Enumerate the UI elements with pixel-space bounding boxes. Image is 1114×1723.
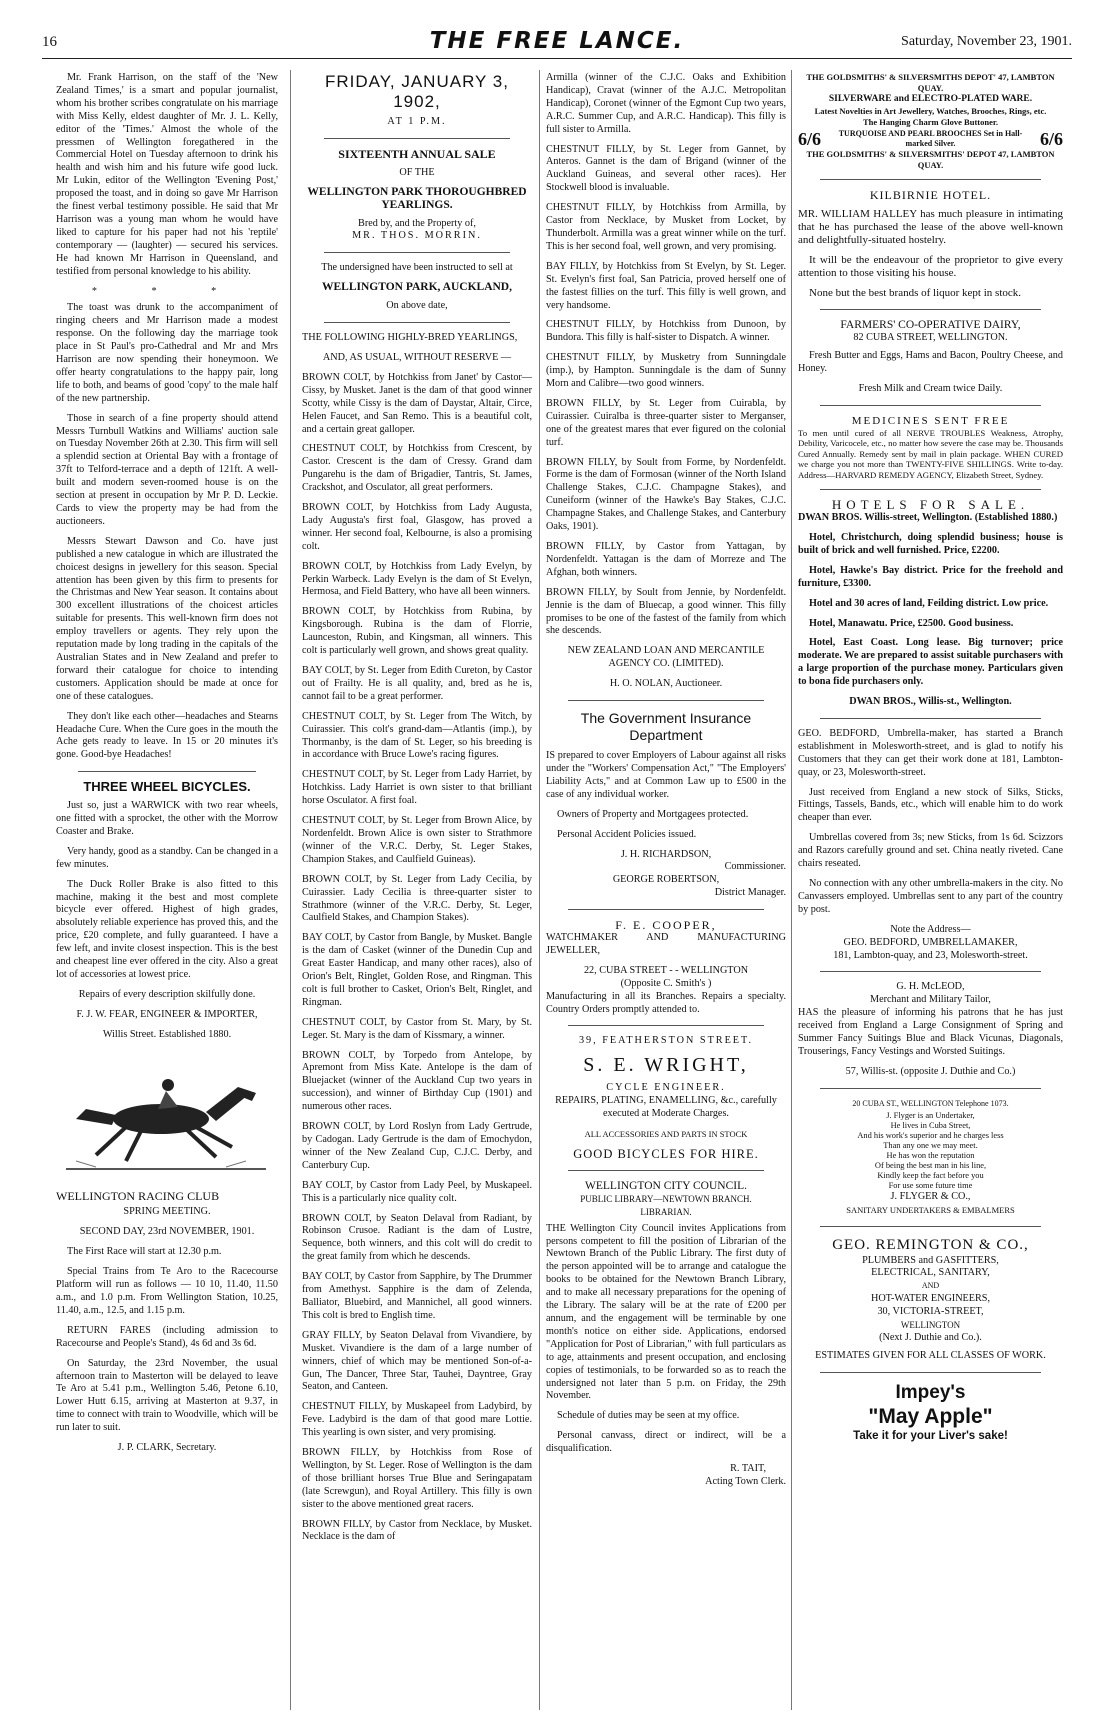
page-header <box>42 28 1072 59</box>
goldsmiths-silverware: SILVERWARE and ELECTRO-PLATED WARE. <box>828 94 1033 104</box>
council-signature: R. TAIT, <box>730 1463 766 1475</box>
lot-list <box>302 372 532 1545</box>
bicycles-heading: THREE WHEEL BICYCLES. <box>83 779 251 795</box>
sale-bred: Bred by, and the Property of, <box>358 217 476 229</box>
bedford-prices: Umbrellas covered from 3s; new Sticks, from 1s 6d. Scizzors and Razors carefully ground and set. China neatly riveted. Cane chairs reseated. <box>798 832 1063 870</box>
lot-list-continued <box>546 72 786 638</box>
bicycles-repairs: Repairs of every description skilfully done. <box>78 988 256 1000</box>
wright-address: 39, FEATHERSTON STREET. <box>578 1035 754 1047</box>
flyger-trade: SANITARY UNDERTAKERS & EMBALMERS <box>846 1204 1015 1215</box>
dairy-milk: Fresh Milk and Cream twice Daily. <box>858 382 1003 394</box>
kilbirnie-liquor: None but the best brands of liquor kept in stock. <box>809 287 1022 300</box>
hotels-christchurch: Hotel, Christchurch, doing splendid business; house is built of brick and well furnished. Price, £2200. <box>798 531 1063 556</box>
wright-repairs: REPAIRS, PLATING, ENAMELLING, &c., carefully executed at Moderate Charges. <box>555 1095 777 1120</box>
cooper-street: 22, CUBA STREET - - WELLINGTON <box>583 964 749 976</box>
remington-heading: GEO. REMINGTON & CO., <box>832 1236 1029 1253</box>
sale-owner: MR. THOS. MORRIN. <box>352 230 482 242</box>
council-librarian: LIBRARIAN. <box>640 1206 692 1217</box>
insurance-manager: GEORGE ROBERTSON, <box>612 874 720 886</box>
lot-entry: CHESTNUT FILLY, by Hotchkiss from Dunoon, by Bundora. This filly is half-sister to Dispatch. A winner. <box>546 319 786 344</box>
flyger-poem <box>798 1111 1063 1191</box>
wright-name: S. E. WRIGHT, <box>583 1054 749 1077</box>
column-divider <box>791 70 792 1710</box>
remington-next: (Next J. Duthie and Co.). <box>879 1331 982 1343</box>
sale-instructed: The undersigned have been instructed to sell at <box>321 262 513 274</box>
sale-time: AT 1 P.M. <box>387 116 447 127</box>
sale-heading: SIXTEENTH ANNUAL SALE <box>338 146 496 161</box>
council-library: PUBLIC LIBRARY—NEWTOWN BRANCH. <box>580 1193 752 1204</box>
hotels-firm: DWAN BROS. Willis-street, Wellington. (Established 1880.) <box>798 512 1058 524</box>
paragraph-toast: The toast was drunk to the accompaniment of ringing cheers and Mr Harrison made a modest response. On the following day the marriage took place in St Paul's pro-Cathedral and Mr and Mrs Harrison are now spending their honeymoon. We offer hearty congratulations to the happy pair, long life to both, and beams of good 'copy' to the male half of the new partnership. <box>56 302 278 404</box>
lot-entry: BROWN FILLY, by Soult from Jennie, by Nordenfeldt. Jennie is the dam of Bluecap, a good winner. This filly promises to be one of the fastest of the family from which she descends. <box>546 586 786 637</box>
lot-entry: CHESTNUT FILLY, by Muskapeel from Ladybird, by Feve. Ladybird is the dam of that good mare Lottie. This yearling is own sister, and very promising. <box>302 1401 532 1439</box>
impey-product: "May Apple" <box>868 1404 993 1428</box>
wright-hire: GOOD BICYCLES FOR HIRE. <box>573 1147 759 1161</box>
insurance-intro: IS prepared to cover Employers of Labour against all risks under the "Workers' Compensation Act," "The Employers' Liability Acts," and at Common Law up to £500 in the case of any individual worker. <box>546 750 786 800</box>
council-canvass: Personal canvass, direct or indirect, will be a disqualification. <box>546 1430 786 1455</box>
paragraph-property: Those in search of a fine property should attend Messrs Turnbull Watkins and Williams' auction sale on Tuesday November 26th at 2.30. This firm will sell a splendid section at Oriental Bay with a frontage of 37ft to Telford-terrace and a depth of 121ft. A well-built and modern seven-roomed house is on the section at present in occupation by Mr P. D. Leckie. Cards to view the property may be had from the auctioneers. <box>56 412 278 527</box>
flyger-signature: J. FLYGER & CO., <box>890 1190 971 1202</box>
racing-club-day: SECOND DAY, 23rd NOVEMBER, 1901. <box>79 1226 255 1238</box>
kilbirnie-intro: MR. WILLIAM HALLEY has much pleasure in intimating that he has purchased the lease of the above well-known and delightfully-situated hostelry. <box>798 208 1063 247</box>
hotels-manawatu: Hotel, Manawatu. Price, £2500. Good business. <box>809 617 1014 629</box>
flyger-poem-line: For use some future time <box>888 1180 973 1190</box>
lot-entry: CHESTNUT COLT, by St. Leger from The Witch, by Cuirassier. This colt's grand-dam—Atlantis (imp.), by Thormanby, is the dam of St. Leger, so his breeding is in accordance with Bruce Lowe's racing figures. <box>302 710 532 761</box>
lot-entry: GRAY FILLY, by Seaton Delaval from Vivandiere, by Musket. Vivandiere is the dam of a large number of winners, chief of which may be mentioned Son-of-a-Gun, The Dancer, Three Star, Tauhei, Dayntree, Gray Seaton, and Canteen. <box>302 1329 532 1393</box>
bicycles-standby: Very handy, good as a standby. Can be changed in a few minutes. <box>56 845 278 870</box>
lot-entry: BROWN COLT, by Hotchkiss from Rubina, by Kingsborough. Rubina is the dam of Florrie, Launceston, Rubin, and Kingsman, all winners. This colt is particularly well grown, and shows great quality. <box>302 606 532 657</box>
cooper-trade: WATCHMAKER AND MANUFACTURING JEWELLER, <box>546 932 786 956</box>
bicycles-brake: The Duck Roller Brake is also fitted to this machine, making it the best and most complete bicycle ever offered. Highest of high grades, absolutely reliable experience has proved this, and the price, £20 complete, and fully guaranteed. I have a few left, and invite closest inspection. This is the best and cheapest line ever offered in the city. Also a great lot of accessories at lowest price. <box>56 878 278 980</box>
council-signature-title: Acting Town Clerk. <box>705 1475 786 1487</box>
sale-on-date: On above date, <box>386 300 448 312</box>
bicycles-address: Willis Street. Established 1880. <box>102 1028 232 1040</box>
impey-slogan: Take it for your Liver's sake! <box>853 1429 1008 1442</box>
kilbirnie-heading: KILBIRNIE HOTEL. <box>869 188 992 203</box>
racing-club-heading: WELLINGTON RACING CLUB <box>56 1188 220 1203</box>
flyger-poem-line: Than any one we may meet. <box>883 1140 978 1150</box>
insurance-commissioner-title: Commissioner. <box>724 861 786 873</box>
lot-entry: BAY COLT, by Castor from Sapphire, by The Drummer from Amethyst. Sapphire is the dam of Zelenda, Balliator, Bluebird, and Mannichel, all good winners. This colt is bred to English time. <box>302 1271 532 1321</box>
flyger-header: 20 CUBA ST., WELLINGTON Telephone 1073. <box>852 1098 1009 1108</box>
lot-entry: BROWN FILLY, by St. Leger from Cuirabla, by Cuirassier. Cuiralba is three-quarter sister to Merganser, one of the greatest mares that ever figured on the colonial turf. <box>546 397 786 448</box>
racehorse-jockey-illustration <box>56 1057 276 1177</box>
page-number: 16 <box>42 34 57 50</box>
goldsmiths-offer <box>798 129 1063 149</box>
racing-trains: Special Trains from Te Aro to the Racecourse Platform will run as follows — 10 10, 11.40, 11.50 a.m., and 1.0 p.m. From Wellington Station, 10.25, 11.40, a.m., 12.5, and 1.15 p.m. <box>56 1266 278 1316</box>
auctioneer-name: H. O. NOLAN, Auctioneer. <box>609 678 723 690</box>
council-schedule: Schedule of duties may be seen at my office. <box>557 1410 740 1422</box>
column-2 <box>302 72 532 1707</box>
lot-entry: BAY COLT, by St. Leger from Edith Cureton, by Castor out of Frailty. He is all quality, and, bred as he is, cannot fail to be a great performer. <box>302 665 532 702</box>
hotels-east-coast: Hotel, East Coast. Long lease. Big turnover; price moderate. We are prepared to assist suitable purchasers with a large proportion of the purchase money. Particulars given to bona fide purchasers only. <box>798 637 1063 688</box>
lot-entry: BROWN COLT, by Lord Roslyn from Lady Gertrude, by Cadogan. Lady Gertrude is the dam of Emochydon, winner of the New Zealand Cup, C.J.C. Derby, and Canterbury Cup. <box>302 1121 532 1171</box>
column-4 <box>798 72 1063 1707</box>
remington-and: AND <box>921 1281 940 1291</box>
lot-entry: BROWN COLT, by Hotchkiss from Janet' by Castor—Cissy, by Musket. Janet is the dam of that good winner Scotty, while Cissy is the dam of Daystar, Altair, Circe, Helen Faucet, and San Remo. This is a beautiful colt, and a certain great galloper. <box>302 371 532 435</box>
paragraph-headache: They don't like each other—headaches and Stearns Headache Cure. When the Cure goes in the mouth the Ache gets ready to leave. In 15 or 20 minutes it's gone. Good-bye Headaches! <box>56 710 278 761</box>
insurance-owners: Owners of Property and Mortgagees protected. <box>557 808 749 820</box>
cooper-services: Manufacturing in all its Branches. Repairs a specialty. Country Orders promptly attended to. <box>546 990 786 1015</box>
dairy-address: 82 CUBA STREET, WELLINGTON. <box>853 332 1008 344</box>
lot-entry: CHESTNUT FILLY, by St. Leger from Gannet, by Anteros. Gannet is the dam of Brigand (winner of the Auckland Guineas, and several other races). Her Stockwell blood is invaluable. <box>546 143 786 194</box>
council-heading: WELLINGTON CITY COUNCIL. <box>585 1179 747 1192</box>
dairy-heading: FARMERS' CO-OPERATIVE DAIRY, <box>840 319 1021 332</box>
bedford-intro: GEO. BEDFORD, Umbrella-maker, has started a Branch establishment in Molesworth-street, and is glad to notify his Customers that they can get their work done at 181, Lambton-quay, or 23, Molesworth-street. <box>798 727 1063 778</box>
council-notice: THE Wellington City Council invites Applications from persons competent to fill the position of Librarian of the Newtown Branch of the Public Library. The first duty of the person appointed will be to arrange and catalogue the books to be obtained for the Newtown Branch Library, and to make all necessary preparations for the opening of the Library. The salary will be at the rate of £200 per annum, and the engagement will be terminable by one month's notice on either side. Applications, endorsed "Application for Post of Librarian," with full particulars as to age, attainments and present occupation, and enclosing copies of testimonials, to be forwarded so as to reach the undersigned not later than 5 p.m. on Friday, the 29th November. <box>546 1222 786 1402</box>
lot-entry: BROWN COLT, by St. Leger from Lady Cecilia, by Cuirassier. Lady Cecilia is three-quarter sister to Strathmore (winner of the V.R.C. Derby, St. Leger, Caulfield Stakes, and Champion Stakes). <box>302 873 532 924</box>
goldsmiths-brooches: TURQUOISE AND PEARL BROOCHES Set in Hall-marked Silver. <box>838 129 1023 149</box>
cooper-opposite: (Opposite C. Smith's ) <box>620 977 712 989</box>
bedford-address: 181, Lambton-quay, and 23, Molesworth-street. <box>833 949 1028 961</box>
bicycles-signature: F. J. W. FEAR, ENGINEER & IMPORTER, <box>76 1008 258 1020</box>
goldsmiths-buttoner: The Hanging Charm Glove Buttoner. <box>863 117 998 128</box>
column-3 <box>546 72 786 1707</box>
insurance-policies: Personal Accident Policies issued. <box>557 828 697 840</box>
hotels-signature: DWAN BROS., Willis-st., Wellington. <box>849 696 1012 708</box>
masthead: THE FREE LANCE. <box>429 28 685 54</box>
paragraph-harrison: Mr. Frank Harrison, on the staff of the 'New Zealand Times,' is a smart and popular journalist, whom his brother scribes congratulate on his marriage with Miss Kelly, eldest daughter of Mr. J. L. Kelly, editor of the 'Times.' Almost the whole of the pressmen of Wellington foregathered in the Commercial Hotel on Tuesday afternoon to drink his health and wish him and his future wife good luck. Mr Lukin, editor of the Wellington 'Evening Post,' proposed the toast, and in doing so gave Mr Harrison the finest verbal testimony possible. He said that Mr Harrison was a young man whom he would have liked to capture for his paper had not his 'reptile' contemporary — (laughter) — secured his services. He had known Mr Harrison in Queensland, and testified from personal knowledge to his ability. <box>56 72 278 277</box>
column-divider <box>290 70 291 1710</box>
lot-entry: BROWN COLT, by Hotchkiss from Lady Evelyn, by Perkin Warbeck. Lady Evelyn is the dam of St Evelyn, Hermosa, and Field Battery, who have all been winners. <box>302 560 532 598</box>
mcleod-trade: Merchant and Military Tailor, <box>870 994 991 1006</box>
mcleod-address: 57, Willis-st. (opposite J. Duthie and Co.) <box>845 1065 1016 1077</box>
lot-entry: CHESTNUT COLT, by St. Leger from Brown Alice, by Nordenfeldt. Brown Alice is own sister to Strathmore (winner of the V.R.C. Derby, St. Leger Stakes, Champion Stakes, and Caulfield Guineas). <box>302 815 532 865</box>
bedford-stock: Just received from England a new stock of Silks, Sticks, Fittings, Tassels, Bands, etc., which will enable him to do work cheaper than ever. <box>798 786 1063 824</box>
bedford-note: Note the Address— <box>890 923 971 935</box>
paragraph-catalogue: Messrs Stewart Dawson and Co. have just published a new catalogue in which are illustrated the choicest designs in jewellery for this season. Special attention has been given by this firm to presents for the Christmas and New Year season. It contains about 300 excellent illustrations of the choicest articles suitable for presents. This well-known firm does not employ travellers or agents. They rely upon the reputation made by long trading in the capitals of the Australian States and in New Zealand and prefer to forward their catalogue for choice to intending customers. Application should be made at once for one of these catalogues. <box>56 535 278 702</box>
goldsmiths-heading: THE GOLDSMITHS' & SILVERSMITHS DEPOT' 47, LAMBTON QUAY. <box>806 72 1055 93</box>
lot-entry: BROWN COLT, by Seaton Delaval from Radiant, by Robinson Crusoe. Radiant is the dam of Lustre, Sequence, both winners, and this colt will do credit to the great family from which he descends. <box>302 1212 532 1263</box>
lot-entry: CHESTNUT FILLY, by Musketry from Sunningdale (imp.), by Hampton. Sunningdale is the dam of Sunny Morn and Calibre—two good winners. <box>546 352 786 390</box>
insurance-commissioner: J. H. RICHARDSON, <box>620 848 712 860</box>
lot-entry: BROWN FILLY, by Castor from Yattagan, by Nordenfeldt. Yattagan is the dam of Morreze and The Afghan, both winners. <box>546 541 786 578</box>
flyger-poem-line: J. Flyger is an Undertaker, <box>886 1110 975 1120</box>
medicines-notice: To men until cured of all NERVE TROUBLES Weakness, Atrophy, Debility, Varicocele, etc., no matter how severe the case may be. Thousands Cured Annually. Remedy sent by mail in plain package. WHEN CURED we charge you not more than TWENTY-FIVE SHILLINGS. Write to-day. Address—HARVARD REMEDY AGENCY, Elizabeth Street, Sydney. <box>798 427 1063 480</box>
hotels-feilding: Hotel and 30 acres of land, Feilding district. Low price. <box>809 597 1049 609</box>
flyger-poem-line: He has won the reputation <box>886 1150 975 1160</box>
remington-electrical: ELECTRICAL, SANITARY, <box>871 1267 990 1279</box>
lot-entry: CHESTNUT COLT, by Castor from St. Mary, by St. Leger. St. Mary is the dam of Kissmary, a winner. <box>302 1016 532 1041</box>
lot-entry: BROWN FILLY, by Soult from Forme, by Nordenfeldt. Forme is the dam of Formosan (winner of the North Island Challenge Stakes, C.J.C. Champagne Stakes), and Cuneiform (winner of the Hawke's Bay Stakes, C.J.C. Champagne Stakes, and Challenge Stakes, and Canterbury Oaks, 1901). <box>546 456 786 533</box>
section-stars: * * * <box>91 285 243 297</box>
auctioneer-company: NEW ZEALAND LOAN AND MERCANTILE AGENCY CO. (LIMITED). <box>567 645 765 670</box>
racing-first-race: The First Race will start at 12.30 p.m. <box>67 1246 222 1258</box>
insurance-heading: The Government Insurance Department <box>580 710 752 744</box>
impey-brand: Impey's <box>895 1381 966 1403</box>
flyger-poem-line: Kindly keep the fact before you <box>877 1170 984 1180</box>
lot-entry: CHESTNUT FILLY, by Hotchkiss from Armilla, by Castor from Necklace, by Musket from Locket, by Thunderbolt. Armilla was a great winner while on the turf. This is her second foal, well grown, and very promising. <box>546 202 786 252</box>
wright-accessories: ALL ACCESSORIES AND PARTS IN STOCK <box>584 1129 748 1140</box>
flyger-poem-line: He lives in Cuba Street, <box>890 1120 971 1130</box>
insurance-manager-title: District Manager. <box>714 887 786 899</box>
sale-reserve: AND, AS USUAL, WITHOUT RESERVE — <box>322 351 512 363</box>
hotels-heading: HOTELS FOR SALE. <box>831 497 1030 513</box>
remington-estimates: ESTIMATES GIVEN FOR ALL CLASSES OF WORK. <box>815 1349 1046 1361</box>
hotels-hawkes-bay: Hotel, Hawke's Bay district. Price for the freehold and furniture, £3300. <box>798 564 1063 589</box>
goldsmiths-price: 6/6 <box>798 128 822 149</box>
lot-entry: CHESTNUT COLT, by St. Leger from Lady Harriet, by Hotchkiss. Lady Harriet is own sister to that brilliant horse Osculator. A first foal. <box>302 769 532 807</box>
flyger-poem-line: Of being the best man in his line, <box>874 1160 987 1170</box>
remington-engineers: HOT-WATER ENGINEERS, <box>870 1293 991 1305</box>
sale-title: WELLINGTON PARK THOROUGHBRED YEARLINGS. <box>307 185 527 211</box>
bedford-connection: No connection with any other umbrella-makers in the city. No Canvassers employed. Umbrellas sent to any part of the country by post. <box>798 878 1063 915</box>
cooper-heading: F. E. COOPER, <box>615 918 717 933</box>
racing-masterton: On Saturday, the 23rd November, the usual afternoon train to Masterton will be delayed to leave Te Aro at 5.41 p.m., Wellington 5.46, Petone 6.10, Lower Hutt 6.15, arriving at Masterton at 9.37, in time to connect with train to Woodville, which will be run later to suit. <box>56 1357 278 1434</box>
lot-entry: CHESTNUT COLT, by Hotchkiss from Crescent, by Castor. Crescent is the dam of Cressy. Grand dam Pungarehu is the dam of Brigadier, Tantris, St. James, Crackshot, and Osculator, all great performers. <box>302 443 532 494</box>
goldsmiths-price: 6/6 <box>1039 128 1063 149</box>
column-1 <box>56 72 278 1707</box>
issue-date: Saturday, November 23, 1901. <box>901 34 1072 49</box>
racing-club-meeting: SPRING MEETING. <box>123 1206 211 1218</box>
remington-street: 30, VICTORIA-STREET, <box>877 1306 984 1318</box>
lot-entry: BROWN FILLY, by Castor from Necklace, by Musket. Necklace is the dam of <box>302 1518 532 1543</box>
lot-entry: BAY FILLY, by Hotchkiss from St Evelyn, by St. Leger. St. Evelyn's first foal, San Patricia, proved herself one of the fastest fillies on the turf. This filly is well grown, and very handsome. <box>546 260 786 311</box>
mcleod-notice: HAS the pleasure of informing his patrons that he has just received from England a Large Consignment of Spring and Summer Fancy Suitings Blue and Black Vicunas, Diagonals, Trouserings, Fancy Vestings and Worsted Suitings. <box>798 1007 1063 1057</box>
racing-secretary: J. P. CLARK, Secretary. <box>117 1442 217 1454</box>
bicycles-intro: Just so, just a WARWICK with two rear wheels, one fitted with a sprocket, the other with the Morrow Coaster and Brake. <box>56 800 278 837</box>
lot-entry: BAY COLT, by Castor from Lady Peel, by Muskapeel. This is a particularly nice quality colt. <box>302 1179 532 1204</box>
bedford-signature: GEO. BEDFORD, UMBRELLAMAKER, <box>843 936 1018 948</box>
wright-trade: CYCLE ENGINEER. <box>606 1082 726 1094</box>
sale-of: OF THE <box>399 166 435 178</box>
racing-fares: RETURN FARES (including admission to Racecourse and People's Stand), 4s 6d and 3s 6d. <box>56 1324 278 1349</box>
sale-following: THE FOLLOWING HIGHLY-BRED YEARLINGS, <box>302 332 518 344</box>
sale-date: FRIDAY, JANUARY 3, 1902, <box>325 72 509 111</box>
mcleod-heading: G. H. McLEOD, <box>896 981 965 993</box>
lot-entry: BROWN COLT, by Torpedo from Antelope, by Apremont from Miss Kate. Antelope is the dam of Bluejacket (winner of the Auckland Cup two years in succession), and winner of Birthday Cup (1901) and numerous other races. <box>302 1049 532 1113</box>
lot-entry: BAY COLT, by Castor from Bangle, by Musket. Bangle is the dam of Casket (winner of the Dunedin Cup and Great Easter Handicap, and many other races), also of Orion's Belt, Ringlet, Golden Rose, and Ringman. This colt is full brother to Casket, Orion's Belt, Ringlet, and Ringman. <box>302 932 532 1008</box>
lot-entry: Armilla (winner of the C.J.C. Oaks and Exhibition Handicap), Cravat (winner of the A.J.C. Metropolitan Handicap), Coronet (winner of the Egmont Cup two years, A.R.C. Summer Cup, and A.R.C. Handicap). This filly is full sister to Armilla. <box>546 72 786 135</box>
dairy-produce: Fresh Butter and Eggs, Hams and Bacon, Poultry Cheese, and Honey. <box>798 350 1063 374</box>
lot-entry: BROWN COLT, by Hotchkiss from Lady Augusta, Lady Augusta's first foal, Glasgow, has proved a winner. Her second foal, Kelbourne, is also a promising colt. <box>302 502 532 552</box>
remington-plumbers: PLUMBERS and GASFITTERS, <box>862 1254 999 1266</box>
flyger-poem-line: And his work's superior and he charges less <box>857 1130 1004 1140</box>
sale-venue: WELLINGTON PARK, AUCKLAND, <box>322 281 512 294</box>
lot-entry: BROWN FILLY, by Hotchkiss from Rose of Wellington, by St. Leger. Rose of Wellington is the dam of those brilliant horses True Blue and Seringapatam (late Screwgun), and Royal Artillery. This filly is own sister to the above mentioned great racers. <box>302 1447 532 1510</box>
column-divider <box>539 70 540 1710</box>
kilbirnie-endeavour: It will be the endeavour of the proprietor to give every attention to those visiting his house. <box>798 254 1063 280</box>
goldsmiths-footer: THE GOLDSMITHS' & SILVERSMITHS' DEPOT 47, LAMBTON QUAY. <box>806 149 1055 170</box>
goldsmiths-novelties: Latest Novelties in Art Jewellery, Watches, Brooches, Rings, etc. <box>814 105 1047 116</box>
medicines-heading: MEDICINES SENT FREE <box>851 414 1010 427</box>
remington-city: WELLINGTON <box>900 1320 961 1331</box>
